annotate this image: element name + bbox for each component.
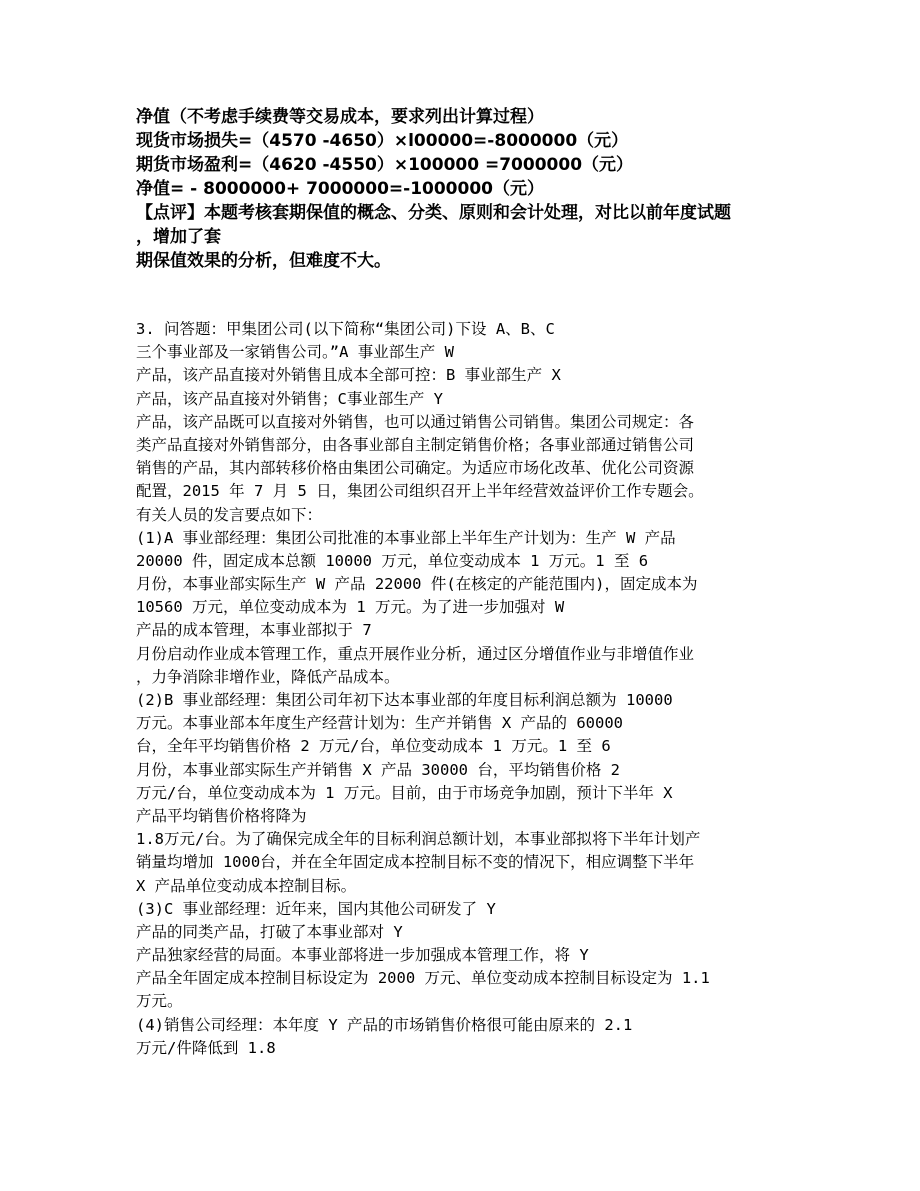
question-line: 产品独家经营的局面。本事业部将进一步加强成本管理工作，将 Y	[136, 946, 589, 965]
question-line: 万元/台，单位变动成本为 1 万元。目前，由于市场竞争加剧，预计下半年 X	[136, 783, 673, 802]
question-section	[136, 318, 796, 1060]
question-line: (2)B 事业部经理：集团公司年初下达本事业部的年度目标利润总额为 10000	[136, 691, 673, 709]
comment-line-3: 期保值效果的分析，但难度不大。	[136, 251, 391, 271]
question-line: 10560 万元，单位变动成本为 1 万元。为了进一步加强对 W	[136, 598, 565, 617]
futures-market-gain-line: 期货市场盈利=（4620 -4550）×100000 =7000000（元）	[136, 155, 634, 175]
question-line: 万元。	[136, 992, 183, 1011]
question-line: 配置，2015 年 7 月 5 日，集团公司组织召开上半年经营效益评价工作专题会。	[136, 482, 704, 501]
question-line: 有关人员的发言要点如下：	[136, 505, 323, 524]
question-line: (4)销售公司经理：本年度 Y 产品的市场销售价格很可能由原来的 2.1	[136, 1015, 633, 1034]
question-line: (1)A 事业部经理：集团公司批准的本事业部上半年生产计划为：生产 W 产品	[136, 528, 676, 547]
answer-heading-line: 净值（不考虑手续费等交易成本，要求列出计算过程）	[136, 107, 544, 127]
question-line: 产品，该产品直接对外销售且成本全部可控：B 事业部生产 X	[136, 366, 561, 385]
question-line: 产品，该产品既可以直接对外销售，也可以通过销售公司销售。集团公司规定：各	[136, 412, 695, 431]
question-line: 产品，该产品直接对外销售；C事业部生产 Y	[136, 389, 443, 408]
question-line: 销售的产品，其内部转移价格由集团公司确定。为适应市场化改革、优化公司资源	[136, 459, 695, 478]
question-line: 月份启动作业成本管理工作，重点开展作业分析，通过区分增值作业与非增值作业	[136, 644, 695, 663]
question-line: 产品的成本管理，本事业部拟于 7	[136, 621, 372, 640]
question-line: X 产品单位变动成本控制目标。	[136, 876, 357, 895]
question-line: 三个事业部及一家销售公司。”A 事业部生产 W	[136, 343, 454, 362]
question-line: 万元。本事业部本年度生产经营计划为：生产并销售 X 产品的 60000	[136, 714, 623, 733]
question-line: 台，全年平均销售价格 2 万元/台，单位变动成本 1 万元。1 至 6	[136, 737, 611, 756]
question-line: 1.8万元/台。为了确保完成全年的目标利润总额计划，本事业部拟将下半年计划产	[136, 830, 701, 849]
question-line: 3. 问答题：甲集团公司(以下简称“集团公司)下设 A、B、C	[136, 320, 555, 338]
question-line: 月份，本事业部实际生产 W 产品 22000 件(在核定的产能范围内)，固定成本为	[136, 575, 698, 594]
question-line: 销量均增加 1000台，并在全年固定成本控制目标不变的情况下，相应调整下半年	[136, 853, 695, 872]
comment-line-1: 【点评】本题考核套期保值的概念、分类、原则和会计处理，对比以前年度试题	[136, 203, 731, 223]
question-line: 产品全年固定成本控制目标设定为 2000 万元、单位变动成本控制目标设定为 1.1	[136, 969, 710, 988]
question-line: 20000 件，固定成本总额 10000 万元，单位变动成本 1 万元。1 至 6	[136, 551, 649, 570]
answer-section	[136, 105, 796, 273]
question-line: ，力争消除非增作业，降低产品成本。	[136, 667, 400, 686]
comment-line-2: ，增加了套	[136, 227, 221, 247]
question-line: 类产品直接对外销售部分，由各事业部自主制定销售价格；各事业部通过销售公司	[136, 435, 695, 454]
question-line: 万元/件降低到 1.8	[136, 1038, 276, 1057]
net-value-line: 净值= - 8000000+ 7000000=-1000000（元）	[136, 179, 544, 199]
question-line: (3)C 事业部经理：近年来，国内其他公司研发了 Y	[136, 899, 496, 918]
question-line: 产品平均销售价格将降为	[136, 806, 307, 825]
spot-market-loss-line: 现货市场损失=（4570 -4650）×l00000=-8000000（元）	[136, 131, 629, 151]
question-line: 月份，本事业部实际生产并销售 X 产品 30000 台，平均销售价格 2	[136, 760, 620, 779]
question-line: 产品的同类产品，打破了本事业部对 Y	[136, 922, 403, 941]
